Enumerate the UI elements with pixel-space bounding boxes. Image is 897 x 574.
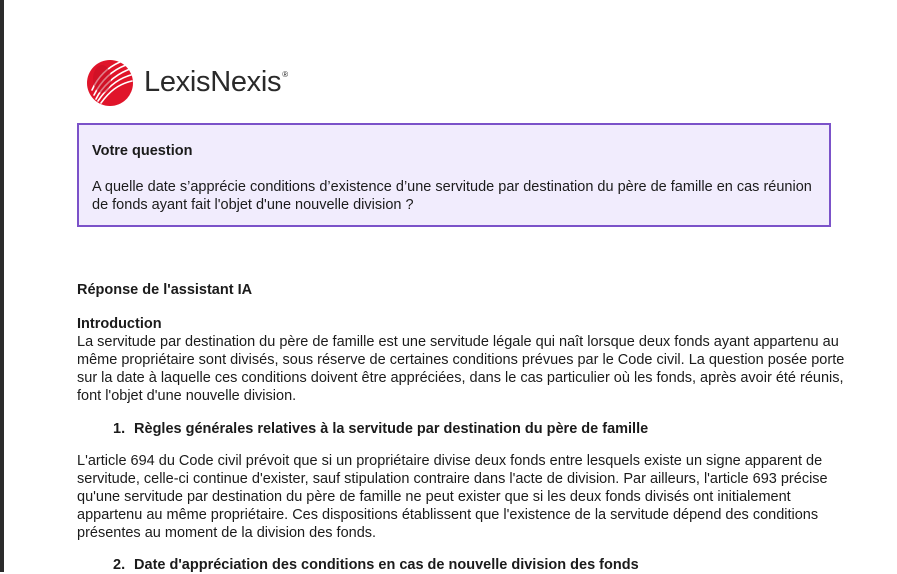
question-title: Votre question	[92, 143, 193, 159]
section-title-1: Règles générales relatives à la servitude par destination du père de famille	[134, 421, 649, 437]
lexisnexis-globe-icon	[86, 59, 134, 107]
section-heading-2	[77, 556, 847, 574]
intro-paragraph: La servitude par destination du père de famille est une servitude légale qui naît lorsque deux fonds ayant appartenu au même propriétaire sont divisés, sous réserve de certaines conditions prévues par le Code civil. La question posée porte sur la date à laquelle ces conditions doivent être appréciées, dans le cas particulier où les fonds, après avoir été réunis, font l'objet d'une nouvelle division.	[77, 334, 845, 404]
section-number-1: 1.	[113, 421, 126, 437]
section-paragraph-1: L'article 694 du Code civil prévoit que si un propriétaire divise deux fonds entre lesquels existe un signe apparent de servitude, celle-ci continue d'exister, sauf stipulation contraire dans l'acte de division. Par ailleurs, l'article 693 précise qu'une servitude par destination du père de famille ne peut exister que si les deux fonds divisés ont initialement appartenu au même propriétaire. Ces dispositions établissent que l'existence de la servitude dépend des conditions présentes au moment de la division des fonds.	[77, 453, 828, 541]
answer-title: Réponse de l'assistant IA	[77, 282, 253, 298]
section-number-2: 2.	[113, 557, 126, 573]
answer-content	[77, 281, 847, 574]
section-heading-1	[77, 420, 847, 438]
question-text: A quelle date s’apprécie conditions d’existence d’une servitude par destination du père de famille en cas réunion de fonds ayant fait l'objet d'une nouvelle division ?	[92, 179, 812, 213]
section-title-2: Date d'appréciation des conditions en cas de nouvelle division des fonds	[134, 557, 639, 573]
lexisnexis-wordmark: LexisNexis®	[144, 65, 288, 98]
question-box	[77, 123, 831, 227]
lexisnexis-logo	[86, 58, 288, 108]
intro-heading: Introduction	[77, 316, 162, 332]
page-left-edge	[0, 0, 4, 572]
